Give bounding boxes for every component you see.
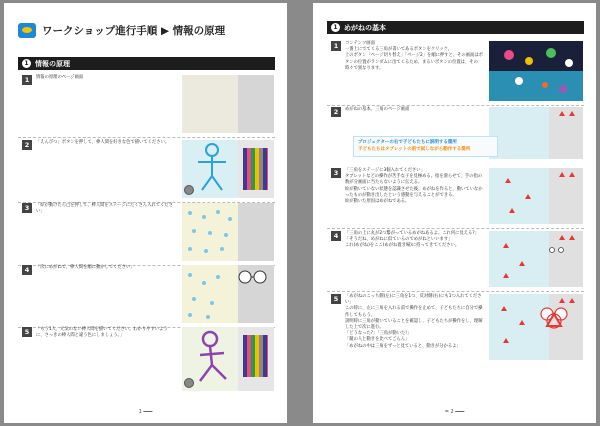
step-number: 1 [22, 75, 32, 85]
triangle-icon [501, 306, 507, 311]
triangle-icon [569, 172, 575, 177]
step [18, 263, 275, 328]
section-header [18, 57, 275, 70]
screenshot-stickman [182, 140, 274, 198]
section-label: 情報の原理 [35, 59, 70, 68]
step [18, 138, 275, 203]
page-title-text: ワークショップ進行手順 ▶ 情報の原理 [42, 24, 226, 37]
triangle-icon [505, 178, 511, 183]
step [327, 229, 584, 292]
triangle-icon [559, 111, 565, 116]
screenshot-glasses-triangles [489, 231, 583, 287]
gear-icon [184, 378, 194, 388]
screenshot-glasses-move [489, 294, 583, 360]
content-balls-icon [489, 41, 583, 101]
step-number: 5 [331, 294, 341, 304]
glasses-icon [547, 245, 567, 255]
fish-logo-icon [18, 23, 36, 38]
triangle-icon [525, 194, 531, 199]
triangle-icon [503, 273, 509, 278]
screenshot-many-stickmen [182, 203, 274, 261]
glasses-triangle-icon [539, 306, 569, 336]
color-palette-icon [243, 335, 268, 377]
triangle-icon [503, 243, 509, 248]
step-number: 2 [22, 140, 32, 150]
step-text: 「絵が動けたら□を押して、棒人間をステージにたくさん入れてください」 [36, 203, 174, 215]
screenshot-triangle-page [489, 107, 583, 159]
step-text: 「めがねのこっち側(左)に三角を1つ、反対側(右)にも1つ入れてください」 この時に、左に三角を入れる前で操作を止めて、子どもたちに自分で操作してもらう。 説明時に三角が動いていることを確認し、子どもたちが操作をし、理解した上で次に進む。 「どうなった?」「三角が動いた!」 「鏡の人と動きを比べてごらん」 「めがねの中は三角をずっと見ていると、動きが分かるよ」 [345, 294, 483, 349]
triangle-icon [559, 235, 565, 240]
section-label: めがねの基本 [344, 23, 386, 32]
step-text: コンテンツ画面 一番上にでてくる三角が書いてあるボタンをクリック、 上のボタン「ページ切り替え」「ページ2」を順に押すと、その画面はボタンの位置がランダムに出てくるため、まるいボタンの位置は、その時々で異なります。 [345, 41, 483, 71]
page-title [18, 21, 225, 39]
triangle-icon [569, 235, 575, 240]
step-number: 3 [22, 203, 32, 213]
screenshot-purple-stickman [182, 327, 274, 391]
right-page [313, 3, 596, 423]
step [18, 325, 275, 397]
page-number: = 2 ━━━ [444, 409, 465, 415]
step-text: 「次にめがねで、棒人間を順に動かしてください」 [36, 265, 135, 270]
purple-stickman-icon [186, 327, 246, 391]
step [327, 166, 584, 229]
step-number: 2 [331, 107, 341, 117]
step [327, 292, 584, 402]
glasses-icon [182, 265, 274, 323]
step-number: 1 [331, 41, 341, 51]
stickman-icon [186, 140, 246, 198]
triangle-icon [519, 261, 525, 266]
section-header [327, 21, 584, 34]
triangle-icon [509, 208, 515, 213]
step-number: 3 [331, 168, 341, 178]
stickmen-icon [182, 203, 238, 261]
step-text: めがねの基本、三角のページ画面 [345, 107, 410, 112]
step-text: 「三角の上に丸が2つ繋がっているめがねあるよ。これ何に見える?」 「そうだね、めがねに似ているのでめがねといいます」 これ(めがね)をここ(めがね置き場)に持ってきてください。 [345, 231, 479, 249]
step [18, 73, 275, 138]
note-line-tablet: 子どもたちはタブレットの前で試しながら動作する箇所 [358, 147, 471, 152]
triangle-icon [559, 172, 565, 177]
section-number: 1 [331, 23, 340, 32]
left-page [4, 3, 287, 423]
color-palette-icon [243, 148, 268, 190]
triangle-icon [569, 298, 575, 303]
step-number: 4 [331, 231, 341, 241]
note-line-projector: プロジェクターの右で子どもたちに説明する箇所 [358, 140, 457, 145]
page-number: 1 ━━━ [138, 409, 153, 415]
step-text: 「えんぴつ」ボタンを押して、棒人間を好きな色で描いてください。 [36, 140, 170, 145]
step-text: 「三角をステージに3個入れてください」 タブレットなどの操作が苦手な子を見極める。指を滑らせて、手の指の数が分画面に当たらないように伝える。 絵が動いていない状態を認識させた後、めがねを作ると、動いていなかったものが動き出したという感動を与えることができる。 絵が動いた原因はめがねである。 [345, 168, 483, 205]
legend-note [353, 136, 498, 157]
triangle-icon [569, 111, 575, 116]
section-number: 1 [22, 59, 31, 68]
step-text: 「もう1人、元気のない棒人間を描いてください。わかりやすいように、さっきの棒人間と違う色にしましょう。」 [36, 327, 168, 339]
screenshot-content [489, 41, 583, 101]
triangle-icon [519, 320, 525, 325]
screenshot-three-triangles [489, 168, 583, 224]
triangle-icon [559, 298, 565, 303]
step [327, 39, 584, 106]
triangle-icon [503, 338, 509, 343]
step-text: 情報の原理のページ画面 [36, 75, 84, 80]
screenshot-glasses [182, 265, 274, 323]
step-number: 5 [22, 327, 32, 337]
step [18, 201, 275, 266]
gear-icon [184, 185, 194, 195]
screenshot-blank [182, 75, 274, 133]
step-number: 4 [22, 265, 32, 275]
